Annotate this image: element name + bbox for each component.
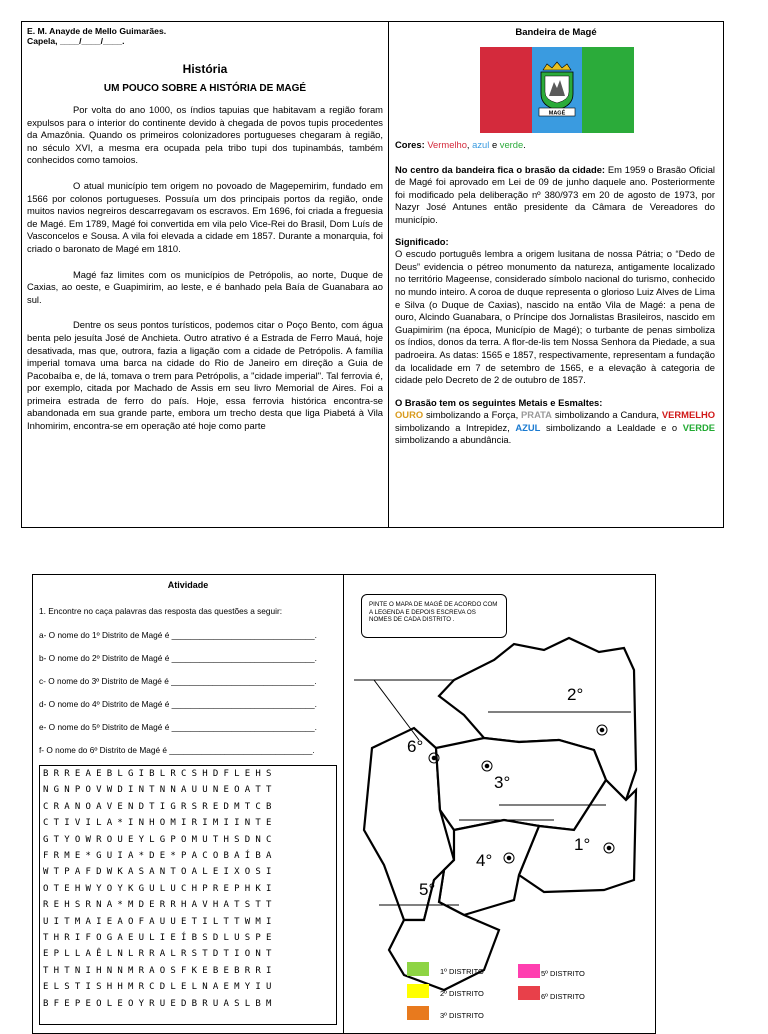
- word-search-grid[interactable]: [39, 765, 337, 1025]
- answer-line-c[interactable]: c- O nome do 3º Distrito de Magé é _______________________________.: [39, 676, 317, 686]
- history-title: História: [182, 62, 228, 76]
- map-panel: [343, 574, 656, 1034]
- word-search-row: BRREAEBLGIBLRCSHDFLEHS: [43, 769, 277, 779]
- word-search-row: FRME*GUIA*DE*PACOBAÍBA: [43, 851, 277, 862]
- history-paragraph: O atual município tem origem no povoado de Magepemirim, fundado em 1566 por colonos portugueses. Possuía um dos principais portos da região, onde muitos navios negreiros descarregavam os escravos. Em 1696, foi criada a freguesia de Magé. Em 1789, Magé foi convertida em vila pelo Vice-Rei do Brasil, Dom Luís de Vasconcelos e Sousa. A vila foi elevada a cidade em 1857. Durante a monarquia, foi criado o baronato de Magé em 1810.: [27, 179, 383, 254]
- metais-title: O Brasão tem os seguintes Metais e Esmaltes:: [395, 396, 603, 408]
- significado-text: O escudo português lembra a origem lusitana de nossa Pátria; o “Dedo de Deus” evidencia o pétreo monumento da natureza, antigamente localizado no território Mageense, considerado símbolo nacional do turismo, conhecido no mundo inteiro. A coroa de duque representa o glorioso Luiz Alves de Lima e Silva (o Duque de Caxias), nascido na então Vila de Magé: a pena de ouro, Alcindo Guanabara, o Príncipe dos Jornalistas Brasileiros, nascido em Guapimirim (na época, Município de Magé); o turbante de penas simboliza os índios, donos da terra. A flor-de-lis tem Nossa Senhora da Piedade, a sua padroeira. As datas: 1565 e 1857, respectivamente, representam a fundação da localidade em 7 de setembro de 1565, e a elevação à categoria de cidade pelo Decreto de 2 de outubro de 1857.: [395, 248, 715, 386]
- district-label: 6°: [407, 737, 424, 756]
- district-label: 2°: [567, 685, 584, 704]
- flag-title: Bandeira de Magé: [515, 27, 597, 38]
- district-label: 3°: [494, 773, 511, 792]
- legend-label-3: 3º DISTRITO: [440, 1011, 484, 1020]
- legend-label-5: 5º DISTRITO: [541, 969, 585, 978]
- history-paragraph: Magé faz limites com os municípios de Petrópolis, ao norte, Duque de Caxias, ao oeste, e Guapimirim, ao leste, e é banhado pela Baía de Guanabara ao sul.: [27, 268, 383, 305]
- school-name: E. M. Anayde de Mello Guimarães.: [27, 26, 167, 36]
- word-search-row: NGNPOVWDINTNNAUUNEOATT: [43, 785, 277, 796]
- coat-of-arms-label: MAGÉ: [548, 110, 566, 117]
- metais-text: OURO simbolizando a Força, PRATA simbolizando a Candura, VERMELHO simbolizando a Intrepidez, AZUL simbolizando a Lealdade e o VERDE simbolizando a abundância.: [395, 409, 716, 446]
- flag-center-text: No centro da bandeira fica o brasão da cidade: Em 1959 o Brasão Oficial de Magé foi aprovado em Lei de 09 de junho daquele ano. Posteriormente foi modificado pela deliberação nº 380/973 em 20 de agosto de 1973, por Nazyr José Antunes então presidente da Câmara de Vereadores do município.: [395, 163, 715, 225]
- history-paragraph: Dentre os seus pontos turísticos, podemos citar o Poço Bento, com água benta pelo jesuíta José de Anchieta. Outro atrativo é a Estrada de Ferro Mauá, hoje desativada, mas que, outrora, fazia a ligação com a cidade de Petrópolis. A família imperial tomava uma barca na cidade do Rio de Janeiro em direção a Guia de Pacobaíba e, de lá, tomava o trem para Petrópolis, a "cidade imperial". Tal ferrovia é, por exemplo, citada por Machado de Assis em seu livro Memorial de Aires. Foi a primeira estrada de ferro do país. Hoje, essa ferrovia histórica encontra-se abandonada em sua grande parte, embora um trecho desta que liga Piabetá à Vila Inhomirim, encontra-se em operação até hoje como parte: [27, 319, 383, 432]
- answer-line-b[interactable]: b- O nome do 2º Distrito de Magé é _______________________________.: [39, 653, 317, 663]
- word-search-row: EPLLAÊLNLRRALRSTDTIONT: [43, 949, 277, 960]
- word-search-row: REHSRNA*MDERRHAVHATSTT: [43, 900, 277, 911]
- flag-colors: Cores: Vermelho, azul e verde.: [395, 139, 526, 150]
- word-search-row: CTIVILA*INHOMIRIMIINTE: [43, 818, 277, 829]
- word-search-row: OTEHWYOYKGULUCHPREPHKI: [43, 883, 277, 894]
- map-instruction: PINTE O MAPA DE MAGÉ DE ACORDO COM A LEGENDA E DEPOIS ESCREVA OS NOMES DE CADA DISTRITO .: [361, 594, 507, 638]
- legend-swatch-6: [518, 986, 540, 1000]
- legend-label-2: 2º DISTRITO: [440, 989, 484, 998]
- flag-panel: [388, 21, 724, 528]
- mage-district-map[interactable]: [344, 630, 656, 1010]
- legend-swatch-1: [407, 962, 429, 976]
- answer-line-e[interactable]: e- O nome do 5º Distrito de Magé é _______________________________.: [39, 722, 317, 732]
- word-search-row: UITMAIEAOFAUUETILTTWMI: [43, 916, 277, 927]
- flag-image: [480, 47, 634, 133]
- activity-title: Atividade: [167, 580, 209, 590]
- significado-title: Significado:: [395, 235, 449, 247]
- answer-line-d[interactable]: d- O nome do 4º Distrito de Magé é _______________________________.: [39, 699, 317, 709]
- coat-of-arms-icon: [535, 60, 579, 120]
- history-subtitle: UM POUCO SOBRE A HISTÓRIA DE MAGÉ: [103, 83, 307, 94]
- activity-panel: [32, 574, 344, 1034]
- word-search-row: ELSTISHHMRCDLELNAEMYIU: [43, 982, 277, 993]
- word-search-row: CRANOAVENDTIGRSREDMTCB: [43, 801, 277, 812]
- place-date: Capela, ____/____/____.: [27, 36, 125, 46]
- answer-line-a[interactable]: a- O nome do 1º Distrito de Magé é _______________________________.: [39, 630, 317, 640]
- legend-label-6: 6º DISTRITO: [541, 992, 585, 1001]
- word-search-row: GTYOWROUEYLGPOMUTHSDNC: [43, 834, 277, 845]
- district-label: 1°: [574, 835, 591, 854]
- legend-swatch-5: [518, 964, 540, 978]
- legend-swatch-2: [407, 984, 429, 998]
- word-search-row: THTNIHNNMRAOSFKEBEBRRI: [43, 965, 277, 976]
- history-panel: [21, 21, 389, 528]
- activity-question: 1. Encontre no caça palavras das resposta das questões a seguir:: [39, 606, 283, 616]
- word-search-row: THRIFOGAEULIEÍBSDLUSPE: [43, 933, 277, 944]
- district-label: 4°: [476, 851, 493, 870]
- legend-swatch-3: [407, 1006, 429, 1020]
- district-label: 5°: [419, 880, 436, 899]
- answer-line-f[interactable]: f- O nome do 6º Distrito de Magé é _______________________________.: [39, 745, 315, 755]
- word-search-row: WTPAFDWKASANTOALEIXOSI: [43, 867, 277, 878]
- word-search-row: BFEPEOLEOYRUEDBRUASLBM: [43, 998, 277, 1009]
- history-paragraph: Por volta do ano 1000, os índios tapuias que habitavam a região foram expulsos para o interior do continente devido à chegada de povos tupis procedentes da Amazônia. Quando os primeiros colonizadores portugueses chegaram à região, no século XVI, a mesma era ocupada pela tribo tupi dos tupinambás, também conhecidos como tamoios.: [27, 104, 383, 166]
- legend-label-1: 1º DISTRITO: [440, 967, 484, 976]
